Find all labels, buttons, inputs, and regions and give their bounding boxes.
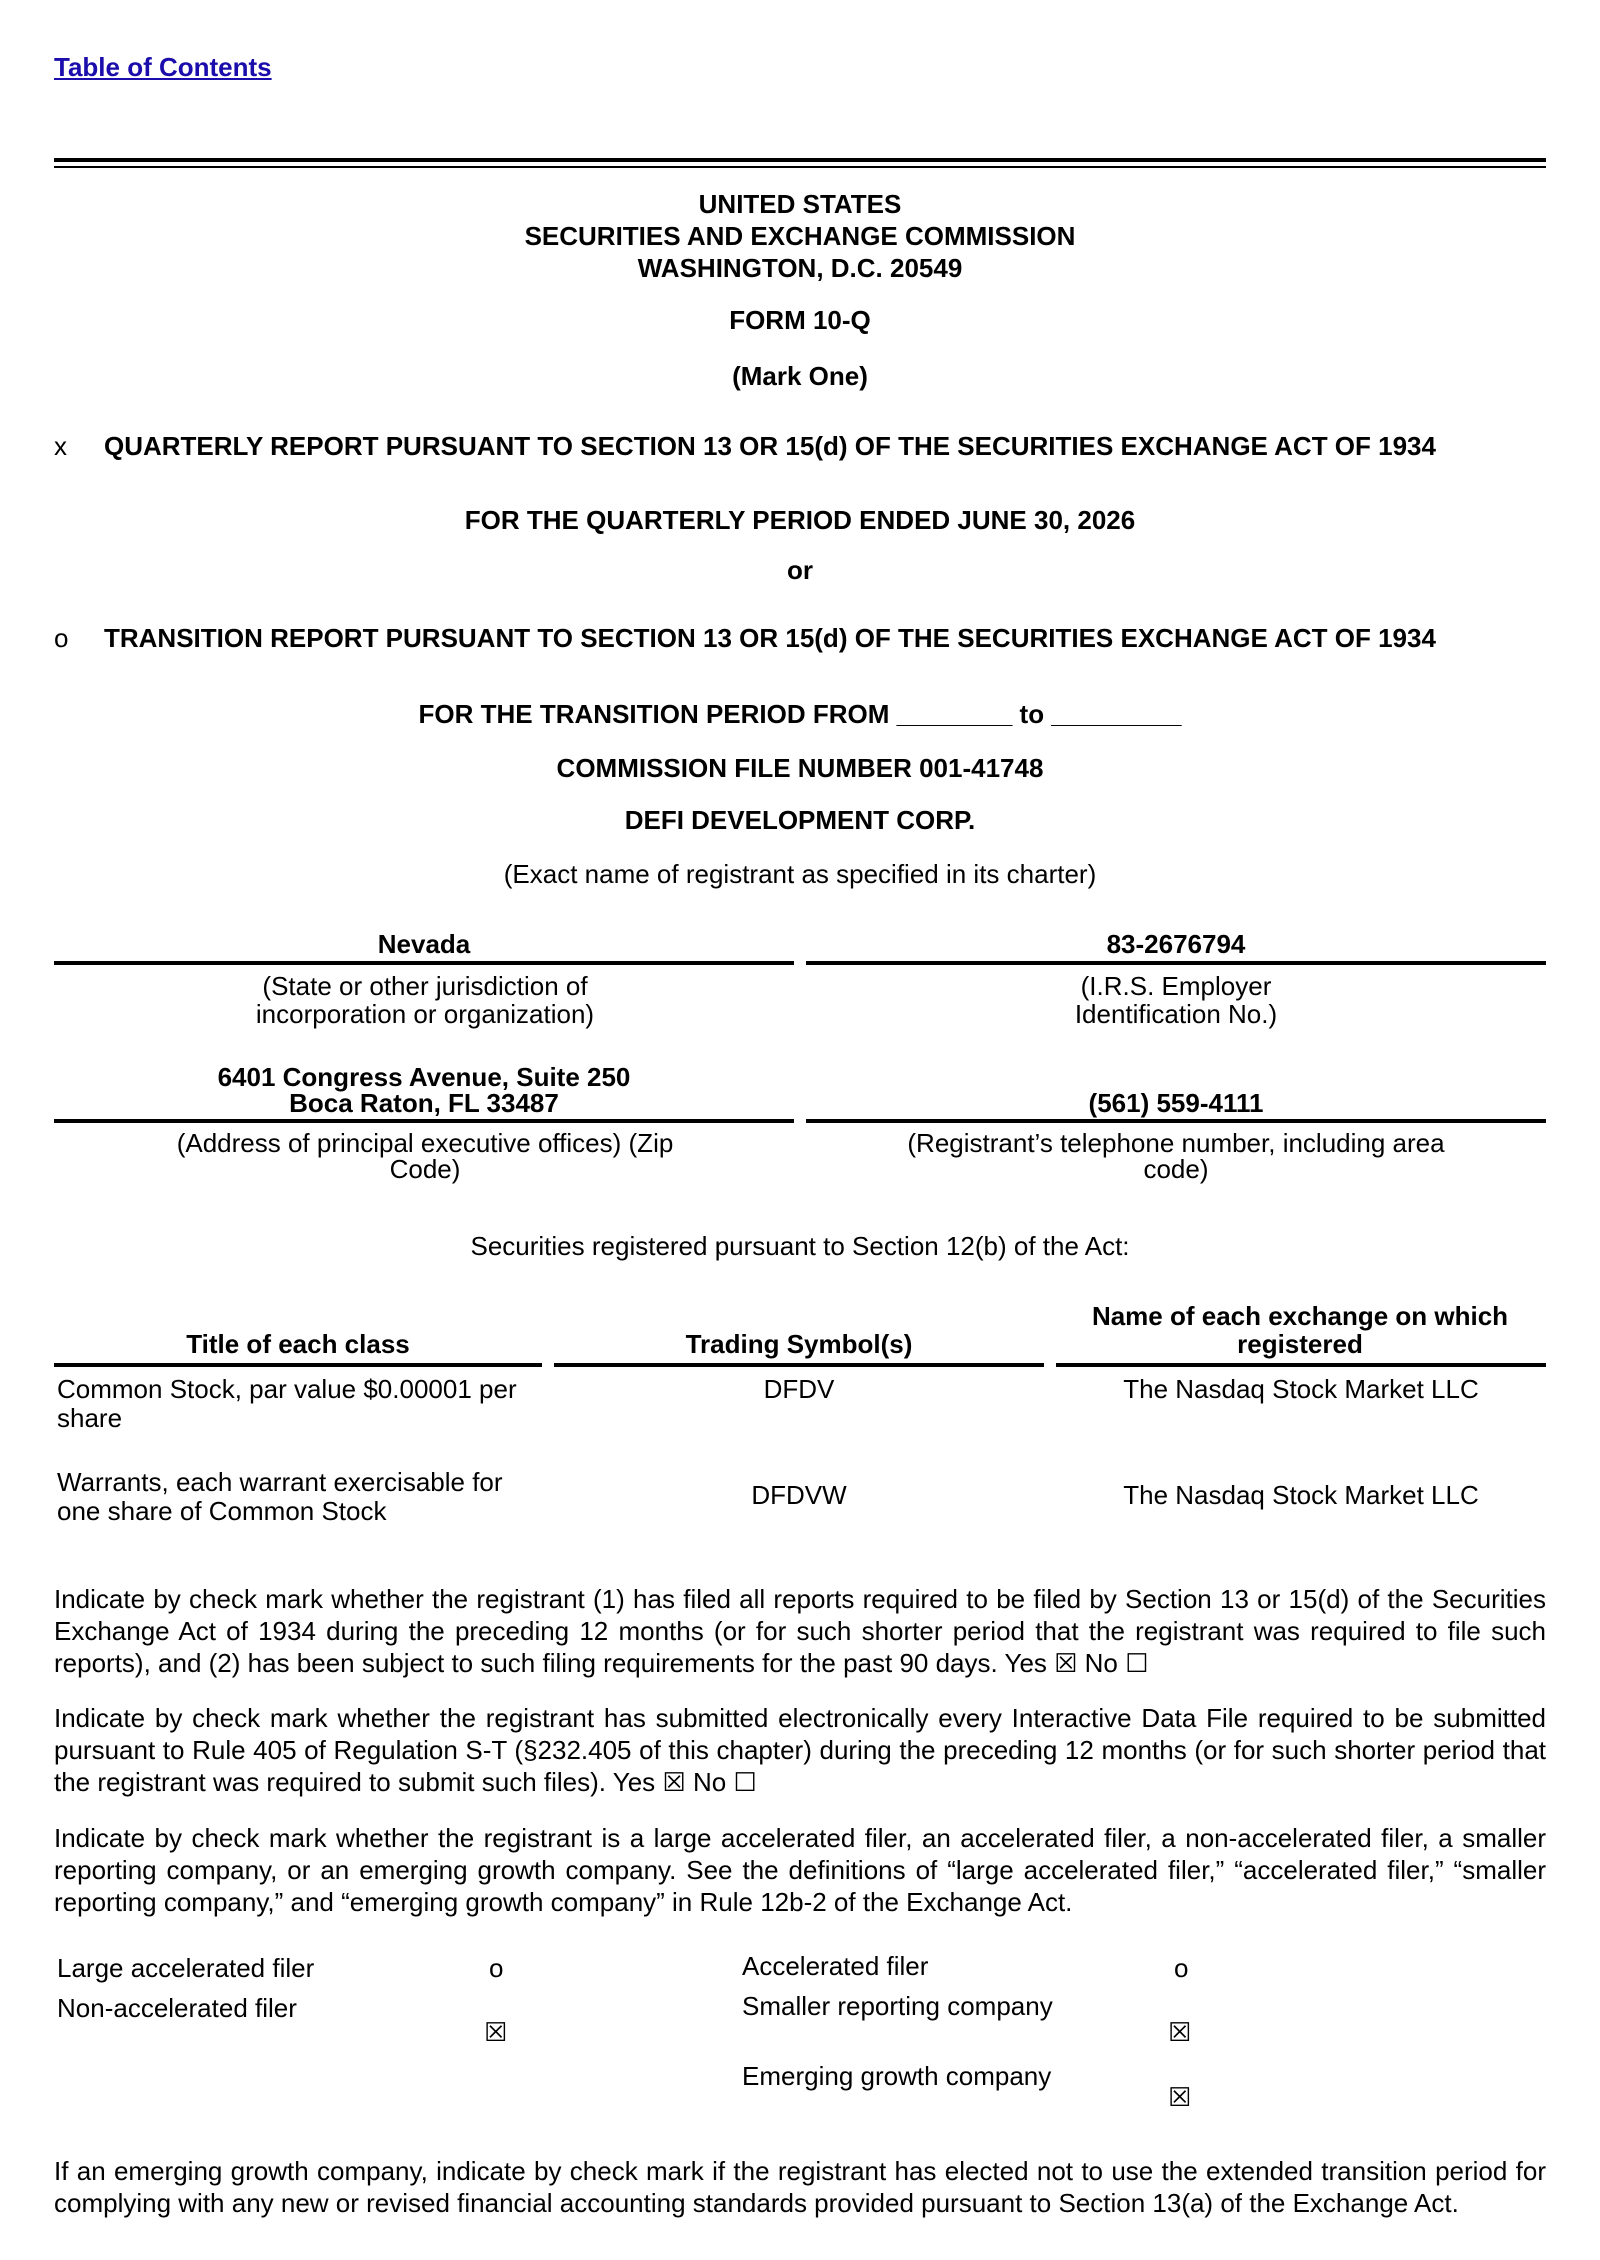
table-header-exchange: Name of each exchange on which registered (1091, 1301, 1509, 1359)
state-rule (54, 961, 794, 965)
non-accelerated-filer-mark[interactable]: ☒ (484, 2017, 508, 2047)
irs-rule (806, 961, 1546, 965)
table-header-title: Title of each class (186, 1329, 410, 1359)
quarterly-mark[interactable]: x (54, 431, 67, 461)
transition-period: FOR THE TRANSITION PERIOD FROM ________ to _________ (418, 699, 1182, 729)
form-type: FORM 10-Q (729, 305, 871, 335)
header-line-1: UNITED STATES (698, 189, 902, 219)
table-header-rule-2 (554, 1363, 1044, 1367)
header-line-2: SECURITIES AND EXCHANGE COMMISSION (524, 221, 1076, 251)
transition-mark[interactable]: o (54, 623, 69, 653)
emerging-growth-company-mark[interactable]: ☒ (1168, 2082, 1192, 2112)
smaller-reporting-company-mark[interactable]: ☒ (1168, 2017, 1192, 2047)
table-header-rule-1 (54, 1363, 542, 1367)
registrant-note: (Exact name of registrant as specified in its charter) (503, 859, 1097, 889)
header-line-3: WASHINGTON, D.C. 20549 (637, 253, 963, 283)
emerging-growth-paragraph: If an emerging growth company, indicate by check mark if the registrant has elected not to use the extended transition period for complying with any new or revised financial accounting standards provided pursuant to Section 13(a) of the Exchange Act. (54, 2156, 1546, 2218)
or-separator: or (787, 555, 813, 585)
large-accelerated-filer-mark[interactable]: o (489, 1953, 504, 1983)
table-row-2-symbol: DFDVW (751, 1480, 847, 1510)
address-rule (54, 1119, 794, 1123)
state-label: (State or other jurisdiction of incorporation or organization) (255, 971, 595, 1029)
irs-label: (I.R.S. Employer Identification No.) (1074, 971, 1278, 1029)
filer-status-paragraph: Indicate by check mark whether the registrant is a large accelerated filer, an accelerated filer, a non-accelerated filer, a smaller reporting company, or an emerging growth company. See the definitions of “large accelerated filer,” “accelerated filer,” “smaller reporting company,” and “emerging growth company” in Rule 12b-2 of the Exchange Act. (54, 1823, 1546, 1917)
non-accelerated-filer-label: Non-accelerated filer (57, 1993, 297, 2023)
registrant-name: DEFI DEVELOPMENT CORP. (624, 805, 976, 835)
table-of-contents-link[interactable]: Table of Contents (54, 52, 272, 82)
securities-heading: Securities registered pursuant to Section 12(b) of the Act: (470, 1231, 1130, 1261)
mark-one: (Mark One) (732, 361, 868, 391)
table-header-rule-3 (1056, 1363, 1546, 1367)
address-line-1: 6401 Congress Avenue, Suite 250 (217, 1062, 631, 1092)
transition-report-text: TRANSITION REPORT PURSUANT TO SECTION 13 OR 15(d) OF THE SECURITIES EXCHANGE ACT OF 1934 (104, 623, 1436, 653)
transition-report-row (54, 622, 1436, 654)
irs-value: 83-2676794 (1106, 929, 1246, 959)
quarterly-report-text: QUARTERLY REPORT PURSUANT TO SECTION 13 OR 15(d) OF THE SECURITIES EXCHANGE ACT OF 1934 (104, 431, 1436, 461)
state-value: Nevada (377, 929, 471, 959)
emerging-growth-company-label: Emerging growth company (742, 2061, 1052, 2091)
table-row-2-exchange: The Nasdaq Stock Market LLC (1123, 1480, 1479, 1510)
table-header-symbol: Trading Symbol(s) (685, 1329, 913, 1359)
smaller-reporting-company-label: Smaller reporting company (742, 1991, 1053, 2021)
address-line-2: Boca Raton, FL 33487 (289, 1088, 559, 1118)
quarterly-report-row (54, 430, 1436, 462)
header-double-rule (54, 158, 1546, 168)
interactive-data-paragraph: Indicate by check mark whether the registrant has submitted electronically every Interactive Data File required to be submitted pursuant to Rule 405 of Regulation S-T (§232.405 of this chapter) during the preceding 12 months (or for such shorter period that the registrant was required to submit such files). Yes ☒ No ☐ (54, 1703, 1546, 1797)
phone-label: (Registrant’s telephone number, including area code) (907, 1128, 1445, 1184)
accelerated-filer-label: Accelerated filer (742, 1951, 929, 1981)
quarterly-period: FOR THE QUARTERLY PERIOD ENDED JUNE 30, 2026 (464, 505, 1136, 535)
phone-rule (806, 1119, 1546, 1123)
table-row-1-title: Common Stock, par value $0.00001 per share (57, 1374, 517, 1433)
address-label: (Address of principal executive offices) (Zip Code) (176, 1128, 674, 1184)
table-row-2-title: Warrants, each warrant exercisable for one share of Common Stock (57, 1467, 503, 1526)
large-accelerated-filer-label: Large accelerated filer (57, 1953, 315, 1983)
commission-file-number: COMMISSION FILE NUMBER 001-41748 (556, 753, 1044, 783)
accelerated-filer-mark[interactable]: o (1174, 1953, 1189, 1983)
phone-value: (561) 559-4111 (1088, 1088, 1264, 1118)
reports-filed-paragraph: Indicate by check mark whether the registrant (1) has filed all reports required to be filed by Section 13 or 15(d) of the Securities Exchange Act of 1934 during the preceding 12 months (or for such shorter period that the registrant was required to file such reports), and (2) has been subject to such filing requirements for the past 90 days. Yes ☒ No ☐ (54, 1584, 1546, 1678)
table-row-1-exchange: The Nasdaq Stock Market LLC (1123, 1374, 1479, 1404)
table-row-1-symbol: DFDV (763, 1374, 835, 1404)
